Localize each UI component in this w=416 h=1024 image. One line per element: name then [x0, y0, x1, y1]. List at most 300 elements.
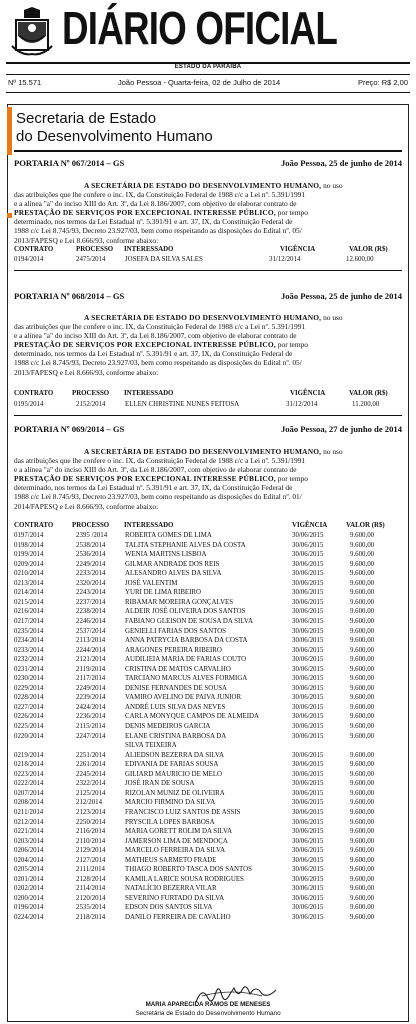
cell-contrato: 0234/2014 — [14, 637, 44, 645]
lead-text: A SECRETÁRIA DE ESTADO DO DESENVOLVIMENTO HUMANO, — [84, 181, 322, 190]
cell-vigencia: 30/06/2015 — [292, 579, 324, 587]
cell-contrato: 0209/2014 — [14, 560, 44, 568]
cell-valor: 9.600,00 — [350, 808, 375, 816]
cell-contrato: 0196/2014 — [14, 904, 44, 912]
cell-contrato: 0232/2014 — [14, 656, 44, 664]
text-line: 1988 c/c Lei 8.745/93, Decreto 23.927/03, bem como respeitando as disposições do Edital nº. 05/ — [14, 358, 302, 368]
table-row — [14, 531, 402, 541]
cell-vigencia: 30/06/2015 — [292, 770, 324, 778]
cell-processo: 2245/2014 — [76, 770, 106, 778]
col-vigencia: VIGÊNCIA — [292, 522, 328, 529]
cell-valor: 9.600,00 — [350, 694, 375, 702]
table-row — [14, 607, 402, 617]
cell-contrato: 0225/2014 — [14, 723, 44, 730]
cell-contrato: 0227/2014 — [14, 703, 44, 711]
col-interessado: INTERESSADO — [124, 390, 174, 397]
cell-interessado: VAMIRO AVELINO DE PAIVA JUNIOR — [125, 694, 242, 702]
cell-processo: 2111/2014 — [76, 866, 105, 874]
text-line: 2014/FAPESQ e Lei 8.666/93, conforme abaixo: — [14, 501, 159, 511]
table-row — [14, 913, 402, 923]
issue-info-bar — [8, 78, 408, 90]
cell-processo: 2250/2014 — [76, 818, 106, 826]
cell-processo: 2538/2014 — [76, 541, 106, 549]
cell-valor: 9.600,00 — [350, 541, 375, 549]
table-row — [14, 646, 402, 656]
cell-vigencia: 30/06/2015 — [292, 713, 324, 721]
cell-processo: 2128/2014 — [76, 875, 106, 883]
state-label: ESTADO DA PARAÍBA — [174, 64, 242, 70]
cell-processo: 2233/2014 — [76, 570, 106, 578]
table-row — [14, 579, 402, 589]
table-row — [14, 598, 402, 608]
cell-interessado: ELANE CRISTINA BARBOSA DA — [125, 732, 227, 740]
cell-processo: 2395 /2014 — [76, 532, 108, 539]
cell-processo: 2118/2014 — [76, 914, 106, 921]
table-row — [14, 617, 402, 627]
cell-interessado: JOSEFA DA SILVA SALES — [125, 256, 203, 263]
cell-vigencia: 30/06/2015 — [292, 789, 324, 797]
cell-valor: 9.600,00 — [350, 723, 375, 730]
cell-valor: 9.600,00 — [350, 799, 375, 807]
table-row — [14, 693, 402, 703]
table-row — [14, 636, 402, 646]
cell-contrato: 0213/2014 — [14, 579, 44, 587]
cell-contrato: 0200/2014 — [14, 894, 44, 902]
table-header — [14, 389, 402, 399]
cell-contrato: 0215/2014 — [14, 598, 44, 606]
cell-interessado: THIAGO ROBERTO TASCA DOS SANTOS — [125, 866, 252, 874]
col-contrato: CONTRATO — [14, 246, 54, 253]
cell-interessado: FABIANO GLEISON DE SOUSA DA SILVA — [125, 617, 253, 625]
cell-interessado: PRYSCILA LOPES BARBOSA — [125, 818, 215, 826]
text-line: 1988 c/c Lei 8.745/93, Decreto 23.927/03, bem como respeitando as disposições do Edital nº. 01/ — [14, 492, 302, 502]
cell-processo: 2115/2014 — [76, 723, 106, 730]
text-fragment: por tempo — [277, 208, 308, 218]
col-contrato: CONTRATO — [14, 522, 54, 529]
cell-valor: 9.600,00 — [350, 780, 375, 788]
cell-interessado: CRISTINA DE MATOS CARVALHO — [125, 665, 231, 673]
cell-interessado: AUDILIEIA MARIA DE FARIAS COUTO — [125, 656, 247, 664]
cell-processo: 2116/2014 — [76, 828, 106, 836]
cell-vigencia: 30/06/2015 — [292, 703, 324, 711]
cell-interessado: ARAGONES PEREIRA RIBEIRO — [125, 646, 222, 654]
cell-interessado: DANILO FERREIRA DE CAVALHO — [125, 914, 231, 921]
table-row — [14, 674, 402, 684]
cell-valor: 11.200,00 — [352, 401, 380, 408]
portaria-date: João Pessoa, 25 de junho de 2014 — [280, 158, 402, 168]
cell-vigencia: 30/06/2015 — [292, 818, 324, 826]
text-line: determinado, nos termos da Lei Estadual nº. 5.391/91 e art. 37, IX, da Constituição Federal de — [14, 483, 293, 493]
table-row — [14, 722, 402, 732]
cell-contrato: 0221/2014 — [14, 828, 44, 836]
cell-interessado: NATALÍCIO BEZERRA VILAR — [125, 885, 217, 893]
cell-processo: 2114/2014 — [76, 885, 106, 893]
cell-vigencia: 30/06/2015 — [292, 560, 324, 568]
cell-contrato: 0235/2014 — [14, 627, 44, 635]
cell-vigencia: 30/06/2015 — [292, 627, 324, 635]
cell-vigencia: 30/06/2015 — [292, 732, 324, 740]
cell-interessado: MARCELO FERREIRA DA SILVA — [125, 847, 226, 855]
cell-interessado: TARCIANO MARCUS ALVES FORMIGA — [125, 675, 248, 683]
cell-vigencia: 30/06/2015 — [292, 780, 324, 788]
cell-interessado: FRANCISCO LUIZ SANTOS DE ASSIS — [125, 808, 241, 816]
cell-vigencia: 30/06/2015 — [292, 866, 324, 874]
cell-valor: 9.600,00 — [350, 675, 375, 683]
cell-valor: 9.600,00 — [350, 589, 375, 597]
cell-valor: 9.600,00 — [350, 885, 375, 893]
table-row — [14, 808, 402, 818]
cell-contrato: 0222/2014 — [14, 780, 44, 788]
text-fragment: no uso — [323, 313, 343, 322]
cell-valor: 9.600,00 — [350, 560, 375, 568]
cell-contrato: 0207/2014 — [14, 789, 44, 797]
text-fragment: no uso — [323, 181, 343, 190]
table-row — [14, 884, 402, 894]
cell-contrato: 0203/2014 — [14, 837, 44, 845]
cell-interessado: MARIA GORETT ROLIM DA SILVA — [125, 828, 233, 836]
cell-vigencia: 31/12/2014 — [269, 256, 301, 263]
newspaper-title: DIÁRIO OFICIAL — [62, 2, 338, 54]
cell-processo: 2237/2014 — [76, 598, 106, 606]
cell-interessado: ANNA PATRYCIA BARBOSA DA COSTA — [125, 637, 248, 645]
table-row — [14, 588, 402, 598]
text-fragment: no uso — [323, 447, 343, 456]
state-coat-of-arms-icon — [10, 6, 54, 56]
cell-contrato: 0226/2014 — [14, 713, 44, 721]
portaria-3-text — [14, 447, 402, 511]
text-line: determinado, nos termos da Lei Estadual nº. 5.391/91 e art. 37, IX, da Constituição Federal de — [14, 349, 293, 359]
table-header — [14, 521, 402, 531]
table-row — [14, 894, 402, 904]
cell-contrato: 0224/2014 — [14, 914, 44, 921]
table-header — [14, 245, 402, 255]
cell-contrato: 0230/2014 — [14, 675, 44, 683]
cell-processo: 2113/2014 — [76, 637, 106, 645]
masthead — [6, 4, 410, 62]
section-title — [16, 110, 213, 146]
cell-contrato: 0205/2014 — [14, 866, 44, 874]
bold-text: PRESTAÇÃO DE SERVIÇOS POR EXCEPCIONAL INTERESSE PÚBLICO, — [14, 474, 276, 484]
issue-date: João Pessoa - Quarta-feira, 02 de Julho de 2014 — [118, 78, 281, 87]
cell-contrato: 0202/2014 — [14, 885, 44, 893]
cell-vigencia: 30/06/2015 — [292, 532, 324, 539]
cell-vigencia: 30/06/2015 — [292, 914, 324, 921]
cell-processo: 2247/2014 — [76, 732, 106, 740]
cell-valor: 9.600,00 — [350, 646, 375, 654]
cell-processo: 2125/2014 — [76, 789, 106, 797]
col-valor: VALOR (R$) — [346, 522, 385, 529]
signatory-name: MARIA APARECIDA RAMOS DE MENESES — [145, 1001, 271, 1008]
cell-contrato: 0212/2014 — [14, 818, 44, 826]
cell-valor: 9.600,00 — [350, 598, 375, 606]
cell-interessado: ELLEN CHRISTINE NUNES FEITOSA — [125, 401, 240, 408]
cell-valor: 9.600,00 — [350, 875, 375, 883]
table-row — [14, 789, 402, 799]
cell-interessado: ANDRÉ LUIS SILVA DAS NEVES — [125, 703, 226, 711]
portaria-1-text — [14, 181, 402, 245]
cell-vigencia: 30/06/2015 — [292, 808, 324, 816]
cell-vigencia: 30/06/2015 — [292, 551, 324, 559]
table-row — [14, 741, 402, 751]
text-line: 2013/FAPESQ e Lei 8.666/93, conforme abaixo: — [14, 367, 159, 377]
cell-contrato: 0211/2014 — [14, 808, 44, 816]
col-valor: VALOR (R$) — [349, 390, 388, 397]
table-row — [14, 712, 402, 722]
cell-vigencia: 30/06/2015 — [292, 570, 324, 578]
cell-processo: 2261/2014 — [76, 761, 106, 769]
cell-processo: 2119/2014 — [76, 665, 106, 673]
table-row — [14, 550, 402, 560]
cell-vigencia: 30/06/2015 — [292, 637, 324, 645]
cell-contrato: 0218/2014 — [14, 761, 44, 769]
cell-interessado: GILIARD MAURICIO DE MELO — [125, 770, 223, 778]
cell-vigencia: 30/06/2015 — [292, 646, 324, 654]
section-title-line-2: do Desenvolvimento Humano — [16, 128, 213, 145]
cell-valor: 9.600,00 — [350, 828, 375, 836]
text-line: das atribuições que lhe confere o inc. IX, da Constituição Federal de 1988 c/c a Lei nº. 5.391/1991 — [14, 456, 306, 466]
cell-valor: 9.600,00 — [350, 579, 375, 587]
signatory-role: Secretária de Estado do Desenvolvimento Humano — [135, 1010, 281, 1017]
portaria-number: PORTARIA Nº 068/2014 – GS — [14, 291, 125, 301]
col-processo: PROCESSO — [72, 522, 110, 529]
cell-vigencia: 30/06/2015 — [292, 608, 324, 616]
cell-processo: 2129/2014 — [76, 847, 106, 855]
cell-contrato: 0217/2014 — [14, 617, 44, 625]
cell-processo: 2475/2014 — [76, 256, 106, 263]
cell-valor: 9.600,00 — [350, 570, 375, 578]
cell-contrato: 0214/2014 — [14, 589, 44, 597]
table-row — [14, 779, 402, 789]
cell-interessado: EDIVANIA DE FARIAS SOUSA — [125, 761, 219, 769]
cell-processo: 2249/2014 — [76, 684, 106, 692]
section-title-line-1: Secretaria de Estado — [16, 110, 157, 127]
cell-interessado: JAMERSON LIMA DE MENDOÇA — [125, 837, 228, 845]
cell-interessado: ALDEIR JOSÉ OLIVEIRA DOS SANTOS — [125, 608, 246, 616]
table-row — [14, 732, 402, 742]
cell-processo: 2244/2014 — [76, 646, 106, 654]
col-processo: PROCESSO — [76, 246, 114, 253]
cell-valor: 9.600,00 — [350, 837, 375, 845]
cell-valor: 9.600,00 — [350, 818, 375, 826]
cell-contrato: 0233/2014 — [14, 646, 44, 654]
cell-processo: 2238/2014 — [76, 608, 106, 616]
table-row — [14, 541, 402, 551]
col-interessado: INTERESSADO — [124, 522, 174, 529]
cell-processo: 212/2014 — [76, 799, 103, 807]
cell-processo: 2249/2014 — [76, 560, 106, 568]
cell-valor: 9.600,00 — [350, 608, 375, 616]
cell-interessado: CARLA MONYQUE CAMPOS DE ALMEIDA — [125, 713, 259, 721]
cell-valor: 9.600,00 — [350, 847, 375, 855]
text-line: determinado, nos termos da Lei Estadual nº. 5.391/91 e art. 37, IX, da Constituição Federal de — [14, 217, 293, 227]
table-row — [14, 703, 402, 713]
cell-valor: 9.600,00 — [350, 770, 375, 778]
table-row — [14, 751, 402, 761]
cell-valor: 9.600,00 — [350, 665, 375, 673]
col-interessado: INTERESSADO — [124, 246, 174, 253]
cell-contrato: 0229/2014 — [14, 684, 44, 692]
cell-processo: 2243/2014 — [76, 589, 106, 597]
cell-processo: 2120/2014 — [76, 894, 106, 902]
text-line: e a alínea "a" do inciso XIII do Art. 3º, da Lei 8.186/2007, com objetivo de elaborar contrato de — [14, 331, 297, 341]
bold-text: PRESTAÇÃO DE SERVIÇOS POR EXCEPCIONAL INTERESSE PÚBLICO, — [14, 208, 276, 218]
cell-contrato: 0206/2014 — [14, 847, 44, 855]
cell-interessado: GILMAR ANDRADE DOS REIS — [125, 560, 220, 568]
cell-processo: 2123/2014 — [76, 808, 106, 816]
cell-vigencia: 30/06/2015 — [292, 684, 324, 692]
table-row — [14, 827, 402, 837]
divider — [14, 270, 402, 271]
table-row — [14, 798, 402, 808]
table-row — [14, 856, 402, 866]
cell-vigencia: 30/06/2015 — [292, 694, 324, 702]
table-row — [14, 655, 402, 665]
cell-valor: 9.600,00 — [350, 551, 375, 559]
cell-vigencia: 30/06/2015 — [292, 828, 324, 836]
col-processo: PROCESSO — [72, 390, 110, 397]
cell-valor: 9.600,00 — [350, 656, 375, 664]
table-row — [14, 818, 402, 828]
cell-contrato: 0204/2014 — [14, 856, 44, 864]
cell-processo: 2127/2014 — [76, 856, 106, 864]
portaria-2-text — [14, 313, 402, 377]
cell-valor: 12.600,00 — [346, 256, 374, 263]
cell-vigencia: 30/06/2015 — [292, 665, 324, 673]
cell-processo: 2239/2014 — [76, 694, 106, 702]
cell-contrato: 0216/2014 — [14, 608, 44, 616]
cell-vigencia: 30/06/2015 — [292, 856, 324, 864]
cell-vigencia: 30/06/2015 — [292, 894, 324, 902]
col-valor: VALOR (R$) — [349, 246, 388, 253]
cell-interessado: MARCIO FIRMINO DA SILVA — [125, 799, 216, 807]
cell-valor: 9.600,00 — [350, 627, 375, 635]
cell-processo: 2121/2014 — [76, 656, 106, 664]
cell-vigencia: 30/06/2015 — [292, 847, 324, 855]
text-line: das atribuições que lhe confere o inc. IX, da Constituição Federal de 1988 c/c a Lei nº. 5.391/1991 — [14, 190, 306, 200]
issue-price: Preço: R$ 2,00 — [357, 78, 408, 87]
text-line: 1988 c/c Lei 8.745/93, Decreto 23.927/03, bem como respeitando as disposições do Edital nº. 05/ — [14, 226, 302, 236]
section-accent-bar — [7, 107, 12, 155]
cell-vigencia: 30/06/2015 — [292, 617, 324, 625]
table-row — [14, 837, 402, 847]
cell-contrato: 0220/2014 — [14, 732, 44, 740]
cell-valor: 9.600,00 — [350, 894, 375, 902]
cell-processo: 2537/2014 — [76, 627, 106, 635]
cell-interessado: TALITA STEPHANIE ALVES DA COSTA — [125, 541, 246, 549]
portaria-number: PORTARIA Nº 069/2014 – GS — [14, 424, 125, 434]
cell-contrato: 0223/2014 — [14, 770, 44, 778]
table-row — [14, 627, 402, 637]
cell-vigencia: 31/12/2014 — [286, 401, 318, 408]
cell-interessado: SILVA TEIXEIRA — [125, 742, 177, 750]
cell-interessado: DENIS MEDEIROS GARCIA — [125, 723, 211, 730]
cell-vigencia: 30/06/2015 — [292, 723, 324, 730]
cell-vigencia: 30/06/2015 — [292, 598, 324, 606]
portaria-number: PORTARIA Nº 067/2014 – GS — [14, 158, 125, 168]
cell-vigencia: 30/06/2015 — [292, 904, 324, 912]
cell-interessado: JOSÉ VALENTIM — [125, 579, 178, 587]
cell-valor: 9.600,00 — [350, 713, 375, 721]
info-rule-top — [6, 74, 410, 75]
cell-contrato: 0201/2014 — [14, 875, 44, 883]
cell-processo: 2536/2014 — [76, 551, 106, 559]
cell-processo: 2535/2014 — [76, 904, 106, 912]
cell-processo: 2251/2014 — [76, 751, 106, 759]
cell-vigencia: 30/06/2015 — [292, 875, 324, 883]
col-vigencia: VIGÊNCIA — [280, 246, 316, 253]
text-fragment: por tempo — [277, 340, 308, 350]
section-divider — [14, 150, 402, 152]
text-fragment: por tempo — [277, 474, 308, 484]
cell-interessado: ALESANDRO ALVES DA SILVA — [125, 570, 222, 578]
cell-vigencia: 30/06/2015 — [292, 589, 324, 597]
table-row — [14, 760, 402, 770]
issue-number: Nº 15.571 — [8, 78, 42, 87]
cell-valor: 9.600,00 — [350, 617, 375, 625]
info-rule-bottom — [6, 92, 410, 93]
cell-vigencia: 30/06/2015 — [292, 541, 324, 549]
cell-contrato: 0198/2014 — [14, 541, 44, 549]
cell-valor: 9.600,00 — [350, 856, 375, 864]
table-row — [14, 665, 402, 675]
cell-processo: 2322/2014 — [76, 780, 106, 788]
text-line: e a alínea "a" do inciso XIII do Art. 3º, da Lei 8.186/2007, com objetivo de elaborar contrato de — [14, 199, 297, 209]
cell-contrato: 0208/2014 — [14, 799, 44, 807]
cell-valor: 9.600,00 — [350, 703, 375, 711]
cell-contrato: 0210/2014 — [14, 570, 44, 578]
cell-interessado: SEVERINO FURTADO DA SILVA — [125, 894, 225, 902]
cell-interessado: KAMILA LARICE SOUSA RODRIGUES — [125, 875, 244, 883]
cell-vigencia: 30/06/2015 — [292, 799, 324, 807]
cell-contrato: 0199/2014 — [14, 551, 44, 559]
cell-vigencia: 30/06/2015 — [292, 885, 324, 893]
cell-contrato: 0194/2014 — [14, 256, 44, 263]
text-line: 2013/FAPESQ e Lei 8.666/93, conforme abaixo: — [14, 235, 159, 245]
cell-contrato: 0197/2014 — [14, 532, 44, 539]
col-vigencia: VIGÊNCIA — [290, 390, 326, 397]
cell-processo: 2424/2014 — [76, 703, 106, 711]
cell-valor: 9.600,00 — [350, 789, 375, 797]
cell-valor: 9.600,00 — [350, 914, 375, 921]
cell-valor: 9.600,00 — [350, 866, 375, 874]
cell-interessado: RIBAMAR MOREIRA GONÇALVES — [125, 598, 234, 606]
cell-valor: 9.600,00 — [350, 904, 375, 912]
cell-processo: 2117/2014 — [76, 675, 106, 683]
table-row — [14, 684, 402, 694]
cell-processo: 2246/2014 — [76, 617, 106, 625]
col-contrato: CONTRATO — [14, 390, 54, 397]
table-row — [14, 846, 402, 856]
cell-vigencia: 30/06/2015 — [292, 761, 324, 769]
cell-contrato: 0195/2014 — [14, 401, 44, 408]
cell-vigencia: 30/06/2015 — [292, 837, 324, 845]
cell-valor: 9.600,00 — [350, 532, 375, 539]
table-row — [14, 400, 402, 410]
cell-processo: 2110/2014 — [76, 837, 106, 845]
text-line: das atribuições que lhe confere o inc. IX, da Constituição Federal de 1988 c/c a Lei nº. 5.391/1991 — [14, 322, 306, 332]
cell-vigencia: 30/06/2015 — [292, 751, 324, 759]
cell-valor: 9.600,00 — [350, 732, 375, 740]
table-row — [14, 865, 402, 875]
table-row — [14, 255, 402, 265]
portaria-date: João Pessoa, 25 de junho de 2014 — [280, 291, 402, 301]
cell-contrato: 0219/2014 — [14, 751, 44, 759]
accent-marker — [7, 213, 12, 218]
cell-contrato: 0228/2014 — [14, 694, 44, 702]
cell-valor: 9.600,00 — [350, 684, 375, 692]
cell-interessado: GENIELLI FARIAS DOS SANTOS — [125, 627, 227, 635]
cell-interessado: ROBERTA GOMES DE LIMA — [125, 532, 212, 539]
